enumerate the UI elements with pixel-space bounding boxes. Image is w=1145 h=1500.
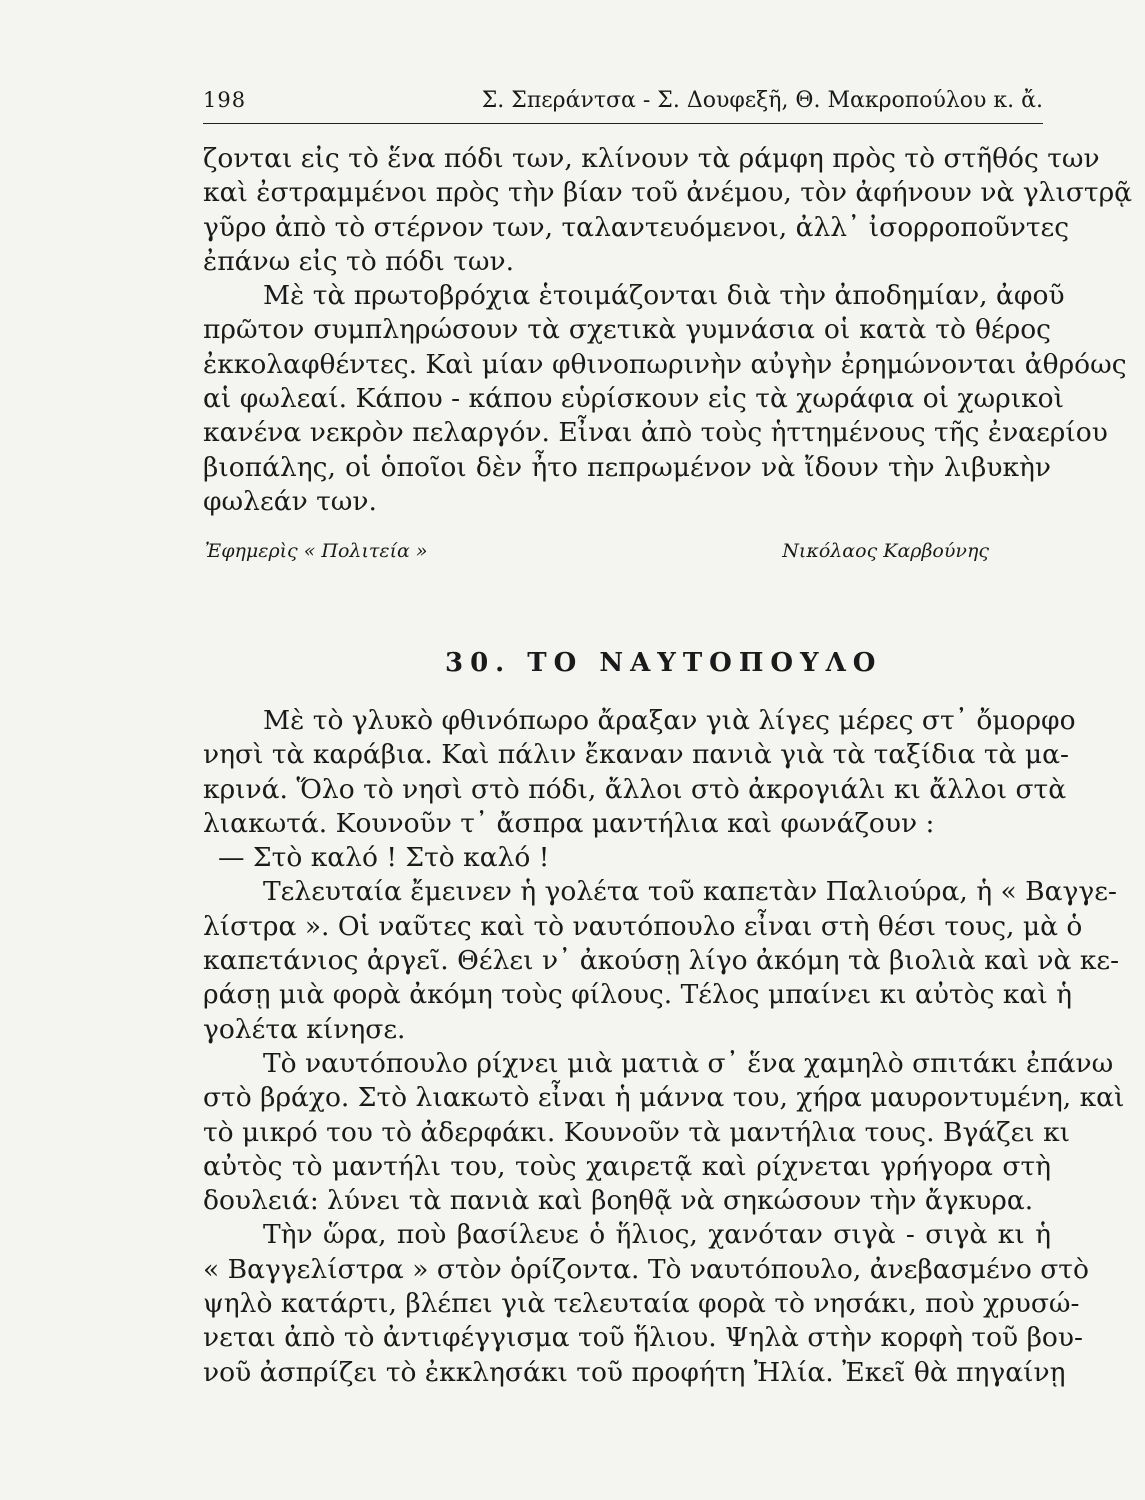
dialogue-line: — Στὸ καλό ! Στὸ καλό ! xyxy=(218,842,550,874)
text-line: Τὴν ὥρα, ποὺ βασίλευε ὁ ἥλιος, χανόταν σιγὰ - σιγὰ κι ἡ xyxy=(263,1219,1051,1251)
source-attribution xyxy=(205,540,989,570)
passage-first xyxy=(203,142,1133,519)
text-line: γολέτα κίνησε. xyxy=(203,1013,406,1045)
text-line: Μὲ τὸ γλυκὸ φθινόπωρο ἄραξαν γιὰ λίγες μέρες στ᾽ ὄμορφο xyxy=(263,705,1076,736)
text-line: δουλειά: λύνει τὰ πανιὰ καὶ βοηθᾷ νὰ σηκώσουν τὴν ἄγκυρα. xyxy=(203,1185,1034,1217)
source-publication: Ἐφημερὶς « Πολιτεία » xyxy=(205,540,428,562)
text-line: Μὲ τὰ πρωτοβρόχια ἑτοιμάζονται διὰ τὴν ἀποδημίαν, ἀφοῦ xyxy=(263,280,1065,312)
text-line: κρινά. Ὅλο τὸ νησὶ στὸ πόδι, ἄλλοι στὸ ἀκρογιάλι κι ἄλλοι στὰ xyxy=(203,773,1067,805)
passage-second xyxy=(203,704,1125,1390)
text-line: ἐκκολαφθέντες. Καὶ μίαν φθινοπωρινὴν αὐγὴν ἐρημώνονται ἀθρόως xyxy=(203,348,1127,380)
text-line: λιακωτά. Κουνοῦν τ᾽ ἄσπρα μαντήλια καὶ φωνάζουν : xyxy=(203,807,935,839)
running-head: Σ. Σπεράντσα - Σ. Δουφεξῆ, Θ. Μακροπούλου κ. ἄ. xyxy=(481,88,1043,113)
page-header xyxy=(203,80,1043,120)
text-line: « Βαγγελίστρα » στὸν ὁρίζοντα. Τὸ ναυτόπουλο, ἀνεβασμένο στὸ xyxy=(203,1253,1089,1285)
header-rule xyxy=(203,123,1043,124)
text-line: ψηλὸ κατάρτι, βλέπει γιὰ τελευταία φορὰ τὸ νησάκι, ποὺ χρυσώ- xyxy=(203,1288,1080,1320)
text-line: γῦρο ἀπὸ τὸ στέρνον των, ταλαντευόμενοι, ἀλλ᾽ ἰσορροποῦντες xyxy=(203,211,1070,243)
section-title: 30. ΤΟ ΝΑΥΤΟΠΟΥΛΟ xyxy=(445,648,883,678)
text-line: καὶ ἐστραμμένοι πρὸς τὴν βίαν τοῦ ἀνέμου, τὸν ἀφήνουν νὰ γλιστρᾷ xyxy=(203,177,1133,209)
source-author: Νικόλαος Καρβούνης xyxy=(782,540,989,562)
text-line: ἐπάνω εἰς τὸ πόδι των. xyxy=(203,245,515,277)
text-line: νεται ἀπὸ τὸ ἀντιφέγγισμα τοῦ ἥλιου. Ψηλὰ στὴν κορφὴ τοῦ βου- xyxy=(203,1322,1083,1354)
text-line: ζονται εἰς τὸ ἕνα πόδι των, κλίνουν τὰ ράμφη πρὸς τὸ στῆθός των xyxy=(203,143,1100,174)
text-line: ράσῃ μιὰ φορὰ ἀκόμη τοὺς φίλους. Τέλος μπαίνει κι αὐτὸς καὶ ἡ xyxy=(203,979,1073,1011)
text-line: Τελευταία ἔμεινεν ἡ γολέτα τοῦ καπετὰν Παλιούρα, ἡ « Βαγγε- xyxy=(263,876,1117,908)
text-line: νοῦ ἀσπρίζει τὸ ἐκκλησάκι τοῦ προφήτη Ἠλία. Ἐκεῖ θὰ πηγαίνῃ xyxy=(203,1356,1066,1388)
text-line: στὸ βράχο. Στὸ λιακωτὸ εἶναι ἡ μάννα του, χήρα μαυροντυμένη, καὶ xyxy=(203,1082,1125,1114)
text-line: αἱ φωλεαί. Κάπου - κάπου εὑρίσκουν εἰς τὰ χωράφια οἱ χωρικοὶ xyxy=(203,383,1065,415)
text-line: τὸ μικρό του τὸ ἀδερφάκι. Κουνοῦν τὰ μαντήλια τους. Βγάζει κι xyxy=(203,1116,1071,1148)
text-line: αὐτὸς τὸ μαντήλι του, τοὺς χαιρετᾷ καὶ ρίχνεται γρήγορα στὴ xyxy=(203,1150,1051,1182)
text-line: λίστρα ». Οἱ ναῦτες καὶ τὸ ναυτόπουλο εἶναι στὴ θέσι τους, μὰ ὁ xyxy=(203,910,1083,942)
page-number: 198 xyxy=(203,88,247,112)
text-line: Τὸ ναυτόπουλο ρίχνει μιὰ ματιὰ σ᾽ ἕνα χαμηλὸ σπιτάκι ἐπάνω xyxy=(263,1047,1114,1079)
text-line: καπετάνιος ἀργεῖ. Θέλει ν᾽ ἀκούσῃ λίγο ἀκόμη τὰ βιολιὰ καὶ νὰ κε- xyxy=(203,945,1120,977)
text-line: φωλεάν των. xyxy=(203,485,377,517)
text-line: πρῶτον συμπληρώσουν τὰ σχετικὰ γυμνάσια οἱ κατὰ τὸ θέρος xyxy=(203,314,1051,346)
text-line: βιοπάλης, οἱ ὁποῖοι δὲν ἦτο πεπρωμένον νὰ ἴδουν τὴν λιβυκὴν xyxy=(203,451,1051,483)
text-line: νησὶ τὰ καράβια. Καὶ πάλιν ἔκαναν πανιὰ γιὰ τὰ ταξίδια τὰ μα- xyxy=(203,739,1069,771)
text-line: κανένα νεκρὸν πελαργόν. Εἶναι ἀπὸ τοὺς ἡττημένους τῆς ἐναερίου xyxy=(203,417,1108,449)
